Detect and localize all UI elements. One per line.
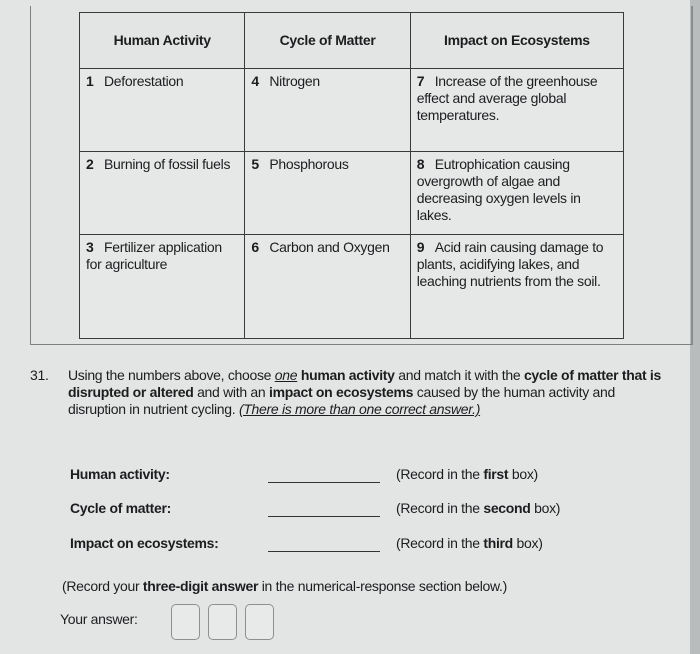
record-hint: (Record in the second box) bbox=[396, 500, 561, 516]
answer-digit-box-1[interactable] bbox=[171, 604, 200, 640]
cell bbox=[80, 235, 245, 339]
cell bbox=[410, 235, 623, 339]
question-number: 31. bbox=[30, 367, 49, 383]
answer-digit-box-2[interactable] bbox=[208, 604, 237, 640]
field-label: Cycle of matter: bbox=[70, 500, 172, 516]
item-number: 1 bbox=[86, 73, 94, 89]
item-text: Eutrophication causing overgrowth of algae and decreasing oxygen levels in lakes. bbox=[416, 156, 581, 223]
cell bbox=[245, 152, 410, 235]
answer-blank[interactable] bbox=[268, 516, 380, 517]
item-number: 6 bbox=[251, 239, 259, 255]
question-text-segment: impact on ecosystems bbox=[268, 384, 414, 400]
field-impact bbox=[70, 535, 630, 555]
cell bbox=[80, 152, 245, 235]
header-human-activity: Human Activity bbox=[80, 13, 245, 69]
question-text bbox=[68, 367, 668, 418]
cell bbox=[80, 69, 245, 152]
item-text: Phosphorous bbox=[269, 156, 349, 172]
table-row bbox=[80, 152, 624, 235]
item-number: 3 bbox=[86, 239, 94, 255]
item-text: Nitrogen bbox=[269, 73, 320, 89]
record-hint: (Record in the third box) bbox=[396, 535, 543, 551]
question-text-segment: Using the numbers above, choose bbox=[68, 367, 275, 383]
answer-label: Your answer: bbox=[60, 611, 138, 627]
item-number: 5 bbox=[251, 156, 259, 172]
item-text: Burning of fossil fuels bbox=[104, 156, 231, 172]
table-row bbox=[80, 235, 624, 339]
table-row bbox=[80, 69, 624, 152]
question-text-segment: and with an bbox=[193, 384, 269, 400]
item-text: Acid rain causing damage to plants, acidifying lakes, and leaching nutrients from the soil. bbox=[416, 239, 604, 289]
answer-blank[interactable] bbox=[268, 551, 380, 552]
item-number: 9 bbox=[416, 239, 425, 255]
answer-blank[interactable] bbox=[268, 482, 380, 483]
question-text-segment: caused by the human activity and disruption in nutrient cycling. bbox=[68, 384, 615, 417]
field-label: Human activity: bbox=[70, 466, 170, 482]
cell bbox=[410, 152, 623, 235]
question-text-segment: one bbox=[274, 367, 298, 383]
header-impact: Impact on Ecosystems bbox=[410, 13, 623, 69]
item-number: 2 bbox=[86, 156, 94, 172]
cell bbox=[410, 69, 623, 152]
item-text: Deforestation bbox=[104, 73, 184, 89]
field-cycle-of-matter bbox=[70, 500, 630, 520]
item-text: Fertilizer application for agriculture bbox=[86, 239, 222, 272]
answer-digit-box-3[interactable] bbox=[245, 604, 274, 640]
item-text: Increase of the greenhouse effect and average global temperatures. bbox=[416, 73, 598, 123]
field-label: Impact on ecosystems: bbox=[70, 535, 219, 551]
item-number: 7 bbox=[416, 73, 425, 89]
question-text-segment: and match it with the bbox=[394, 367, 524, 383]
cell bbox=[245, 235, 410, 339]
header-cycle-of-matter: Cycle of Matter bbox=[245, 13, 410, 69]
record-note: (Record your three-digit answer in the numerical-response section below.) bbox=[62, 578, 507, 594]
item-number: 8 bbox=[416, 156, 425, 172]
table-header-row bbox=[80, 13, 624, 69]
question-text-segment: human activity bbox=[297, 367, 395, 383]
item-number: 4 bbox=[251, 73, 259, 89]
item-text: Carbon and Oxygen bbox=[269, 239, 390, 255]
record-hint: (Record in the first box) bbox=[396, 466, 538, 482]
cell bbox=[245, 69, 410, 152]
field-human-activity bbox=[70, 466, 630, 486]
question-text-segment: cycle of matter that is disrupted or altered bbox=[68, 367, 661, 400]
matching-table bbox=[79, 12, 624, 339]
question-text-segment: (There is more than one correct answer.) bbox=[238, 401, 481, 417]
